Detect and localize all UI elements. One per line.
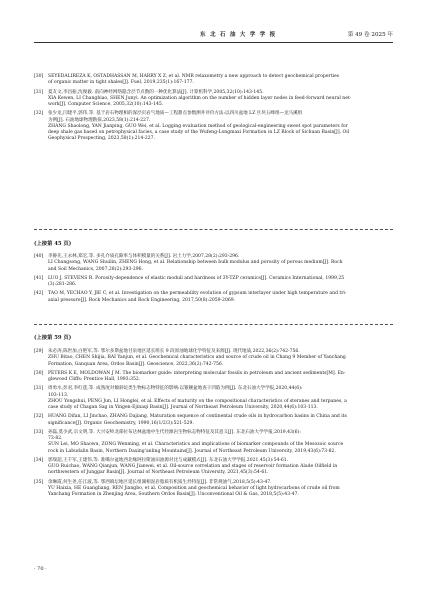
reference-line: case study of Chagan Sag in Yingen-Ejinaqi Basin[J]. Journal of Northeast Petroleum University, 2020,44(6):103-113. bbox=[48, 405, 318, 410]
reference-item bbox=[34, 74, 393, 87]
reference-line: work[J]. Computer Science, 2005,32(10):143-145. bbox=[48, 102, 164, 107]
reference-number: [30] bbox=[34, 74, 44, 79]
reference-line: GUO Ruichao, WANG Qianjun, WANG Jianwei, et al. Oil-source correlation and stages of reservoir formation Alade Oilfield in bbox=[48, 464, 338, 469]
reference-line: Yanchang Formation in Zhenjing Area, Southern Ordos Basin[J]. Unconventional Oil & Gas, 2018,5(5):43-47. bbox=[48, 492, 299, 497]
reference-list-top bbox=[34, 74, 393, 143]
reference-line: rock in Labudalin Basin, Northern Daxing'anling Mountains[J]. Journal of Northeast Petroleum University, 2019,43(6):73-82. bbox=[48, 448, 336, 454]
reference-line: 孙磊,莫少武,宗文明,等. 大兴安岭北部拉布达林盆地中生代烃源岩生物标志物特征及其意义[J]. 东北石油大学学报,2019,43(6): bbox=[48, 429, 301, 435]
reference-line: Formation, Ganquan Area, Ordos Basin[J]. Geoscience, 2022,36(2):742-756. bbox=[48, 361, 224, 367]
reference-number: [35] bbox=[34, 479, 44, 485]
reference-number: [32] bbox=[34, 414, 44, 420]
page-header bbox=[34, 31, 393, 43]
reference-line: significance[J]. Organic Geochemistry, 1990,16(1/2/3):521-529. bbox=[48, 420, 194, 426]
page-number: · 70 · bbox=[34, 566, 47, 572]
journal-title: 东 北 石 油 大 学 学 报 bbox=[200, 32, 277, 38]
reference-number: [32] bbox=[34, 111, 44, 117]
reference-line: 周勇水,彭君,李红莲,等. 成熟度对倾斜烷类生物标志物特征的影响:以银额盆地查干凹陷为例[J]. 东北石油大学学报,2020,44(6): bbox=[48, 386, 303, 392]
reference-number: [42] bbox=[34, 291, 44, 297]
reference-line: HUANG Difan, LI Jinchao, ZHANG Dajiang. Maturation sequence of continental crude oils in hydrocarbon basins in China and its bbox=[48, 414, 347, 420]
reference-line: 张少龙,闫建平,郭伟,等. 基于岩石物理相的深层页岩气地质—工程甜点参数测井评价方法:以四川盆地 LZ 区块五峰组—龙马溪组 bbox=[48, 111, 303, 117]
reference-line: YU Haixia, HE Guangliang, REN Jiangbo, et al. Composition and geochemical behavior of light hydrocarbons of crude oil from bbox=[48, 485, 340, 491]
reference-item bbox=[34, 386, 393, 411]
reference-item bbox=[34, 414, 393, 427]
reference-item bbox=[34, 254, 393, 273]
reference-line: 余琳霞,何生尧,任江波,等. 鄂西镇坛地区延长组湖相泥岩脂质有机质生烃特征[J]. 非常规油气,2018,5(5):43-47. bbox=[48, 479, 272, 485]
reference-line: XIA Kewen, LI Changbiao, SHEN Junyi. An optimization algorithm on the number of hidden layer nodes in feed-forward neural net- bbox=[48, 95, 352, 101]
reference-line: Geophysical Prospecting, 2023,58(1):214-227. bbox=[48, 136, 155, 142]
reference-number: [34] bbox=[34, 457, 44, 463]
reference-item bbox=[34, 430, 393, 455]
reference-line: deep shale gas based on petrophysical facies, a case study of the Wufeng-Longmaxi Formation in LZ Block of Sichuan Basin[J]. Oil bbox=[48, 130, 350, 135]
reference-line: 朱必涛,陈世加,白艳军,等. 鄂尔多斯盆地甘泉地区延长组长 9 段原油地球化学特征及来源[J]. 现代地质,2022,36(2):742-756. bbox=[48, 349, 300, 354]
reference-line: LUO J, STEVENS R. Porosity-dependence of elastic moduli and hardness of 3Y-TZP ceramics[J]. Ceramics International, 1999,25 bbox=[48, 275, 345, 281]
volume-info: 第 49 卷 2025 年 bbox=[347, 32, 393, 38]
reference-number: [40] bbox=[34, 254, 44, 259]
reference-line: axial pressure[J]. Rock Mechanics and Rock Engineering, 2017,50(8):2059-2069. bbox=[48, 297, 236, 303]
reference-line: of organic matter in tight shales[J]. Fuel, 2019,235(1):167-177. bbox=[48, 80, 194, 86]
reference-number: [31] bbox=[34, 89, 44, 95]
reference-line: 郭瑞超,王千军,王建伟,等. 准噶尔盆地西北缘阿拉斯油田油源对比与成藏模式[J]. 东北石油大学学报,2021,45(3):54-61. bbox=[48, 457, 289, 463]
reference-item bbox=[34, 480, 393, 499]
reference-line: glewood Cliffs: Prentice Hall, 1993:352. bbox=[48, 377, 141, 382]
section-divider bbox=[34, 324, 393, 325]
reference-line: 李静先,王永林,郑宏,等. 多孔介质孔隙率与体积模量的关系[J]. 岩土力学,2007,28(2):293-296. bbox=[48, 254, 240, 259]
reference-item bbox=[34, 111, 393, 142]
reference-line: ZHU Bitao, CHEN Shijia, BAI Yanjun, et al. Geochemical characteristics and source of crude oil in Chang 9 Member of Yanchang bbox=[48, 355, 346, 361]
reference-line: TAO M, YECHAO Y, JIE C, et al. Investigation on the permeability evolution of gypsum interlayer under high temperature and tri- bbox=[48, 291, 347, 297]
reference-item bbox=[34, 458, 393, 477]
reference-line: PETERS K E, MOLDOWAN J M. The biomarker guide: interpreting molecular fossils in petroleum and ancient sediments[M]. En- bbox=[48, 370, 346, 376]
reference-line: 73-82. bbox=[48, 436, 63, 441]
reference-line: LI Changsong, WANG Shuilin, ZHENG Hong, et al. Relationship between bulk modulus and porosity of porous medium[J]. Rock bbox=[48, 260, 343, 266]
reference-number: [29] bbox=[34, 349, 44, 354]
reference-item bbox=[34, 349, 393, 368]
section-divider bbox=[34, 229, 393, 230]
continuation-label: (上接第 45 页) bbox=[34, 241, 72, 247]
reference-line: ZHOU Yongshui, PENG Jun, LI Honglei, et al. Effects of maturity on the compositional characteristics of steranes and terpanes, a bbox=[48, 398, 347, 404]
reference-line: northwestern of Junggar Basin[J]. Journal of Northeast Petroleum University, 2021,45(3):54-61. bbox=[48, 470, 269, 476]
continuation-label: (上接第 59 页) bbox=[34, 335, 72, 341]
reference-number: [33] bbox=[34, 429, 44, 435]
reference-item bbox=[34, 291, 393, 304]
reference-item bbox=[34, 371, 393, 384]
reference-number: [30] bbox=[34, 370, 44, 376]
reference-line: 夏友文,李昌振,沈俊毅. 前向神经网络隐含层节点数的一种优化算法[J]. 计算机科学,2005,32(10):143-145. bbox=[48, 89, 264, 95]
reference-number: [31] bbox=[34, 386, 44, 392]
reference-line: SUN Lei, MO Shaowu, ZONG Wenming, et al. Characteristics and implications of biomarker compounds of the Mesozoic source bbox=[48, 442, 344, 448]
reference-line: SEYEDALIREZA K, OSTADHASSAN M, HARRY X Z, et al. NMR relaxometry a new approach to detect geochemical properties bbox=[48, 74, 340, 79]
reference-list-bottom bbox=[34, 349, 393, 498]
reference-line: and Soil Mechanics, 2007,28(2):293-296. bbox=[48, 266, 144, 272]
reference-line: 为例[J]. 石油地球物理勘探,2023,58(1):214-227. bbox=[48, 117, 151, 123]
reference-line: ZHANG Shaolong, YAN Jianping, GUO Wei, et al. Logging evaluation method of geological-engineering sweet spot parameters for bbox=[48, 123, 348, 129]
reference-line: 103-113. bbox=[48, 392, 69, 398]
reference-list-middle bbox=[34, 254, 393, 304]
reference-number: [41] bbox=[34, 275, 44, 281]
reference-line: (3):281-286. bbox=[48, 282, 77, 287]
reference-item bbox=[34, 276, 393, 289]
reference-item bbox=[34, 90, 393, 109]
